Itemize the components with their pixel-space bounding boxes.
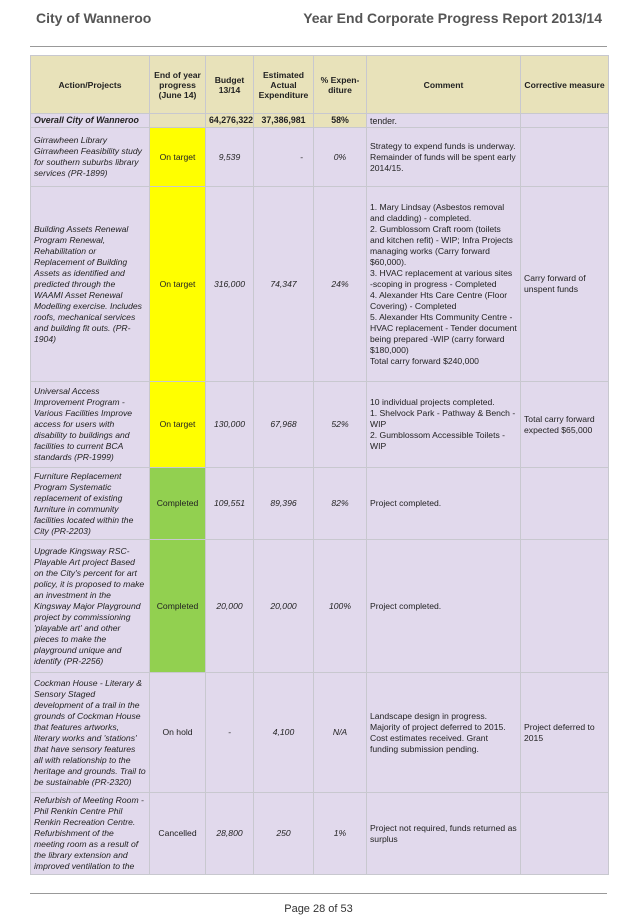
corrective-cell (521, 468, 609, 540)
actual-cell: 89,396 (254, 468, 314, 540)
col-header-pct: % Expen-diture (314, 56, 367, 114)
budget-cell: 28,800 (206, 793, 254, 875)
comment-line: Landscape design in progress. Majority of project deferred to 2015. Cost estimates received. Grant funding submission pending. (370, 710, 506, 754)
col-header-budget: Budget 13/14 (206, 56, 254, 114)
pct-cell: 24% (314, 187, 367, 382)
comment-cell (367, 128, 521, 187)
comment-line: 10 individual projects completed. (370, 397, 495, 407)
budget-cell: - (206, 673, 254, 793)
pct-cell: 0% (314, 128, 367, 187)
comment-line: Total carry forward $240,000 (370, 355, 479, 366)
overall-budget: 64,276,322 (206, 114, 254, 128)
report-title: Year End Corporate Progress Report 2013/14 (303, 10, 602, 26)
comment-cell (367, 793, 521, 875)
header-divider (30, 46, 607, 47)
actual-cell: 67,968 (254, 382, 314, 468)
col-header-actual: Estimated Actual Expenditure (254, 56, 314, 114)
pct-cell: 1% (314, 793, 367, 875)
corrective-cell: Total carry forward expected $65,000 (521, 382, 609, 468)
actual-cell: 250 (254, 793, 314, 875)
progress-status: Completed (150, 540, 206, 673)
comment-line: 2. Gumblossom Accessible Toilets - WIP (370, 430, 506, 451)
action-cell: Building Assets Renewal Program Renewal, Rehabilitation or Replacement of Building Assets as identified and predicted through the WAAMI Asset Renewal Modelling exercise. Includes roofs, mechanical services and building fit outs. (PR-1904) (31, 187, 150, 382)
col-header-corrective: Corrective measure (521, 56, 609, 114)
col-header-action: Action/Projects (31, 56, 150, 114)
comment-line: 5. Alexander Hts Community Centre - HVAC replacement - Tender document being prepared -WIP (carry forward $180,000) (370, 311, 517, 355)
page-number: Page 28 of 53 (284, 903, 353, 915)
corrective-cell (521, 793, 609, 875)
comment-line: Project completed. (370, 600, 442, 611)
actual-cell: - (254, 128, 314, 187)
pct-cell: N/A (314, 673, 367, 793)
actual-cell: 74,347 (254, 187, 314, 382)
overall-pct: 58% (314, 114, 367, 128)
progress-status: On target (150, 382, 206, 468)
comment-line: Project completed. (370, 498, 442, 508)
table-row (31, 673, 609, 793)
pct-cell: 52% (314, 382, 367, 468)
comment-cell (367, 187, 521, 382)
action-cell: Upgrade Kingsway RSC-Playable Art project Based on the City's percent for art policy, it is proposed to make an investment in the Kingsway Major Playground project by commissioning 'playable art' and other pieces to make the playground unique and identify (PR-2256) (31, 540, 150, 673)
progress-status: Completed (150, 468, 206, 540)
overall-actual: 37,386,981 (254, 114, 314, 128)
progress-status: On hold (150, 673, 206, 793)
corrective-cell (521, 128, 609, 187)
overall-corrective (521, 114, 609, 128)
comment-cell (367, 540, 521, 673)
budget-cell: 316,000 (206, 187, 254, 382)
table-row (31, 187, 609, 382)
action-cell: Universal Access Improvement Program - Various Facilities Improve access for users with disability to buildings and facilities to current BCA standards (PR-1999) (31, 382, 150, 468)
comment-cell (367, 468, 521, 540)
comment-line: 1. Mary Lindsay (Asbestos removal and cladding) - completed. (370, 201, 505, 223)
progress-table (30, 55, 609, 875)
col-header-progress: End of year progress (June 14) (150, 56, 206, 114)
overall-progress (150, 114, 206, 128)
corrective-cell (521, 540, 609, 673)
table-row (31, 540, 609, 673)
comment-line: 4. Alexander Hts Care Centre (Floor Covering) - Completed (370, 289, 508, 311)
pct-cell: 82% (314, 468, 367, 540)
table-row (31, 128, 609, 187)
comment-line: 1. Shelvock Park - Pathway & Bench - WIP (370, 408, 516, 429)
progress-status: Cancelled (150, 793, 206, 875)
budget-cell: 9,539 (206, 128, 254, 187)
actual-cell: 4,100 (254, 673, 314, 793)
table-header-row (31, 56, 609, 114)
action-cell: Refurbish of Meeting Room - Phil Renkin Centre Phil Renkin Recreation Centre. Refurbishment of the meeting room as a result of the library extension and improved ventilation to the (31, 793, 150, 875)
table-row (31, 468, 609, 540)
progress-status: On target (150, 187, 206, 382)
comment-cell (367, 673, 521, 793)
action-cell: Cockman House - Literary & Sensory Staged development of a trail in the grounds of Cockman House that features artworks, literary works and 'stations' that have sensory features all with relationship to the heritage and grounds. Trail to be sustainable (PR-2320) (31, 673, 150, 793)
footer-divider (30, 893, 607, 894)
comment-line: 3. HVAC replacement at various sites -scoping in progress - Completed (370, 267, 513, 289)
budget-cell: 20,000 (206, 540, 254, 673)
comment-line: Project not required, funds returned as surplus (370, 822, 517, 844)
comment-line: 2. Gumblossom Craft room (toilets and kitchen refit) - WIP; Infra Projects managing works (Carry forward $60,000). (370, 223, 513, 267)
table-row (31, 382, 609, 468)
overall-comment: tender. (367, 114, 521, 128)
corrective-cell: Project deferred to 2015 (521, 673, 609, 793)
pct-cell: 100% (314, 540, 367, 673)
comment-cell (367, 382, 521, 468)
corrective-cell: Carry forward of unspent funds (521, 187, 609, 382)
org-name: City of Wanneroo (36, 10, 152, 26)
budget-cell: 109,551 (206, 468, 254, 540)
overall-row (31, 114, 609, 128)
actual-cell: 20,000 (254, 540, 314, 673)
action-cell: Furniture Replacement Program Systematic replacement of existing furniture in community facilities located within the City (PR-2203) (31, 468, 150, 540)
action-cell: Girrawheen Library Girrawheen Feasibility study for southern suburbs library services (PR-1899) (31, 128, 150, 187)
progress-status: On target (150, 128, 206, 187)
col-header-comment: Comment (367, 56, 521, 114)
table-row (31, 793, 609, 875)
overall-label: Overall City of Wanneroo (31, 114, 150, 128)
budget-cell: 130,000 (206, 382, 254, 468)
comment-line: Strategy to expend funds is underway. Remainder of funds will be spent early 2014/15. (370, 140, 516, 173)
